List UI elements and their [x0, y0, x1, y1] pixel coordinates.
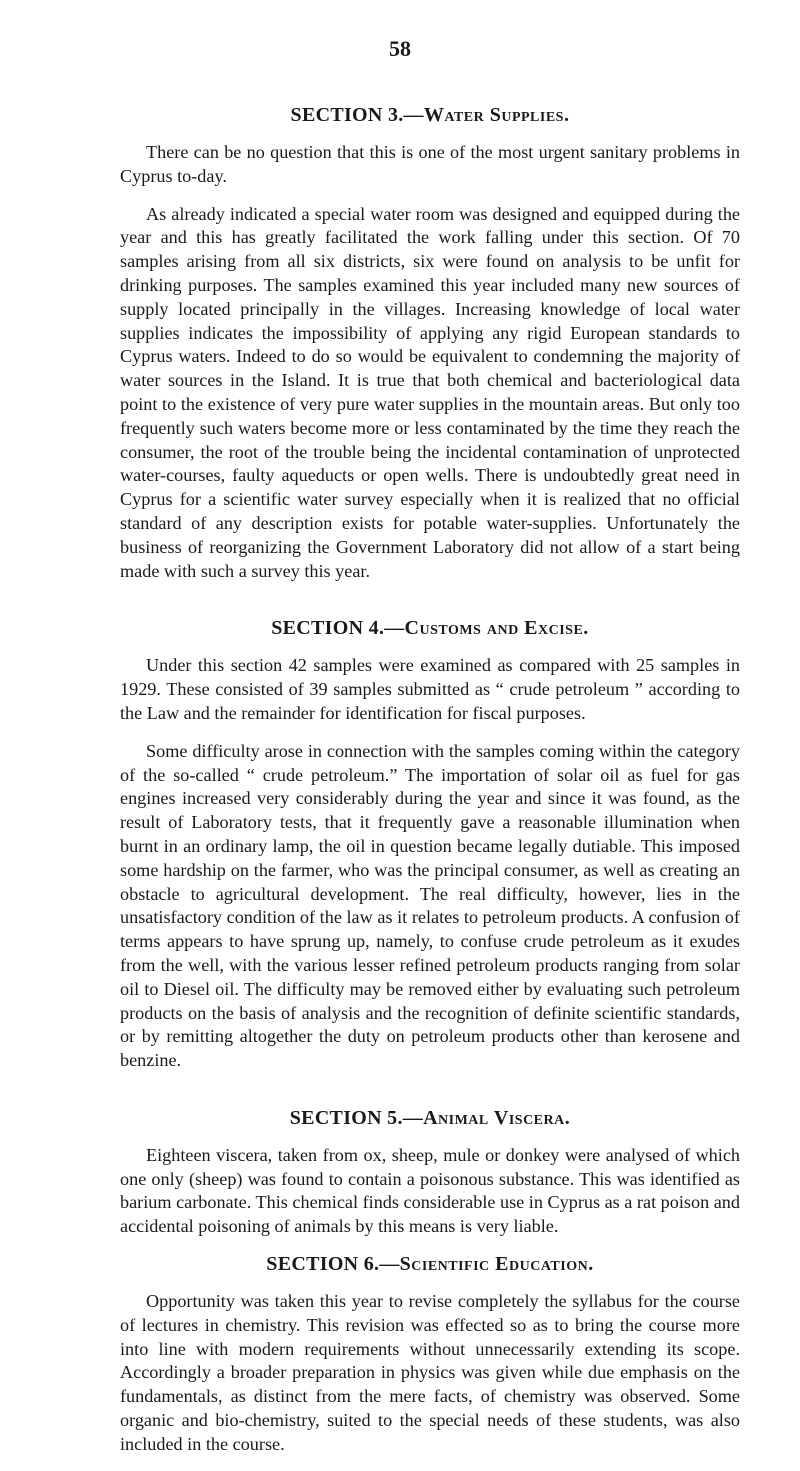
section-number: SECTION 5.— [289, 1106, 424, 1129]
section-number: SECTION 6.— [266, 1253, 400, 1276]
section-heading [120, 617, 740, 640]
paragraph: Under this section 42 samples were examined as compared with 25 samples in 1929. These consisted of 39 samples submitted as “ crude petroleum ” according to the Law and the remainder for identification for fiscal purposes. [120, 655, 740, 723]
section-number: SECTION 4.— [271, 617, 405, 640]
paragraph: Eighteen viscera, taken from ox, sheep, mule or donkey were analysed of which one only (sheep) was found to contain a poisonous substance. This was identified as barium carbonate. This chemical finds considerable use in Cyprus as a rat poison and accidental poisoning of animals by this means is very liable. [120, 1144, 740, 1237]
section-number: SECTION 3.— [290, 104, 424, 126]
section-water-supplies [120, 104, 740, 583]
section-title: Scientific Education. [399, 1253, 594, 1276]
section-title: Customs and Excise. [404, 617, 589, 640]
section-heading [120, 1253, 740, 1276]
section-heading [120, 1107, 740, 1130]
section-scientific-education [120, 1253, 740, 1457]
section-customs-and-excise [120, 617, 740, 1073]
paragraph: Some difficulty arose in connection with the samples coming within the category of the so-called “ crude petroleum.” The importation of solar oil as fuel for gas engines increased very considerably during the year and since it was found, as the result of Laboratory tests, that it frequently gave a reasonable illumination when burnt in an ordinary lamp, the oil in question became legally dutiable. This imposed some hardship on the farmer, who was the principal consumer, as well as creating an obstacle to agricultural development. The real difficulty, however, lies in the unsatisfactory condition of the law as it relates to petroleum products. A confusion of terms appears to have sprung up, namely, to confuse crude petroleum as it exudes from the well, with the various lesser refined petroleum products ranging from solar oil to Diesel oil. The difficulty may be removed either by evaluating such petroleum products on the basis of analysis and the recognition of definite scientific standards, or by remitting altogether the duty on petroleum products other than kerosene and benzine. [120, 740, 740, 1071]
page-content [120, 104, 740, 1471]
paragraph: As already indicated a special water room was designed and equipped during the year and this has greatly facilitated the work falling under this section. Of 70 samples arising from all six districts, six were found on analysis to be unfit for drinking purposes. The samples examined this year included many new sources of supply located principally in the villages. Increasing knowledge of local water supplies indicates the impossibility of applying any rigid European standards to Cyprus waters. Indeed to do so would be equivalent to condemning the majority of water sources in the Island. It is true that both chemical and bacteriological data point to the existence of very pure water supplies in the mountain areas. But only too frequently such waters become more or less contaminated by the time they reach the consumer, the root of the trouble being the incidental contamination of unprotected water-courses, faulty aqueducts or open wells. There is undoubtedly great need in Cyprus for a scientific water survey especially when it is realized that no official standard of any description exists for potable water-supplies. Unfortunately the business of reorganizing the Government Laboratory did not allow of a start being made with such a survey this year. [120, 203, 740, 581]
section-animal-viscera [120, 1107, 740, 1239]
paragraph: There can be no question that this is one of the most urgent sanitary problems in Cyprus to-day. [120, 142, 740, 186]
paragraph: Opportunity was taken this year to revise completely the syllabus for the course of lectures in chemistry. This revision was effected so as to bring the course more into line with modern requirements without unnecessarily extending its scope. Accordingly a broader preparation in physics was given while due emphasis on the fundamentals, as distinct from the mere facts, of chemistry was observed. Some organic and bio-chemistry, suited to the special needs of these students, was also included in the course. [120, 1291, 740, 1454]
page-number: 58 [389, 36, 411, 61]
section-title: Water Supplies. [423, 104, 570, 126]
section-heading [120, 104, 740, 127]
section-title: Animal Viscera. [423, 1106, 571, 1129]
